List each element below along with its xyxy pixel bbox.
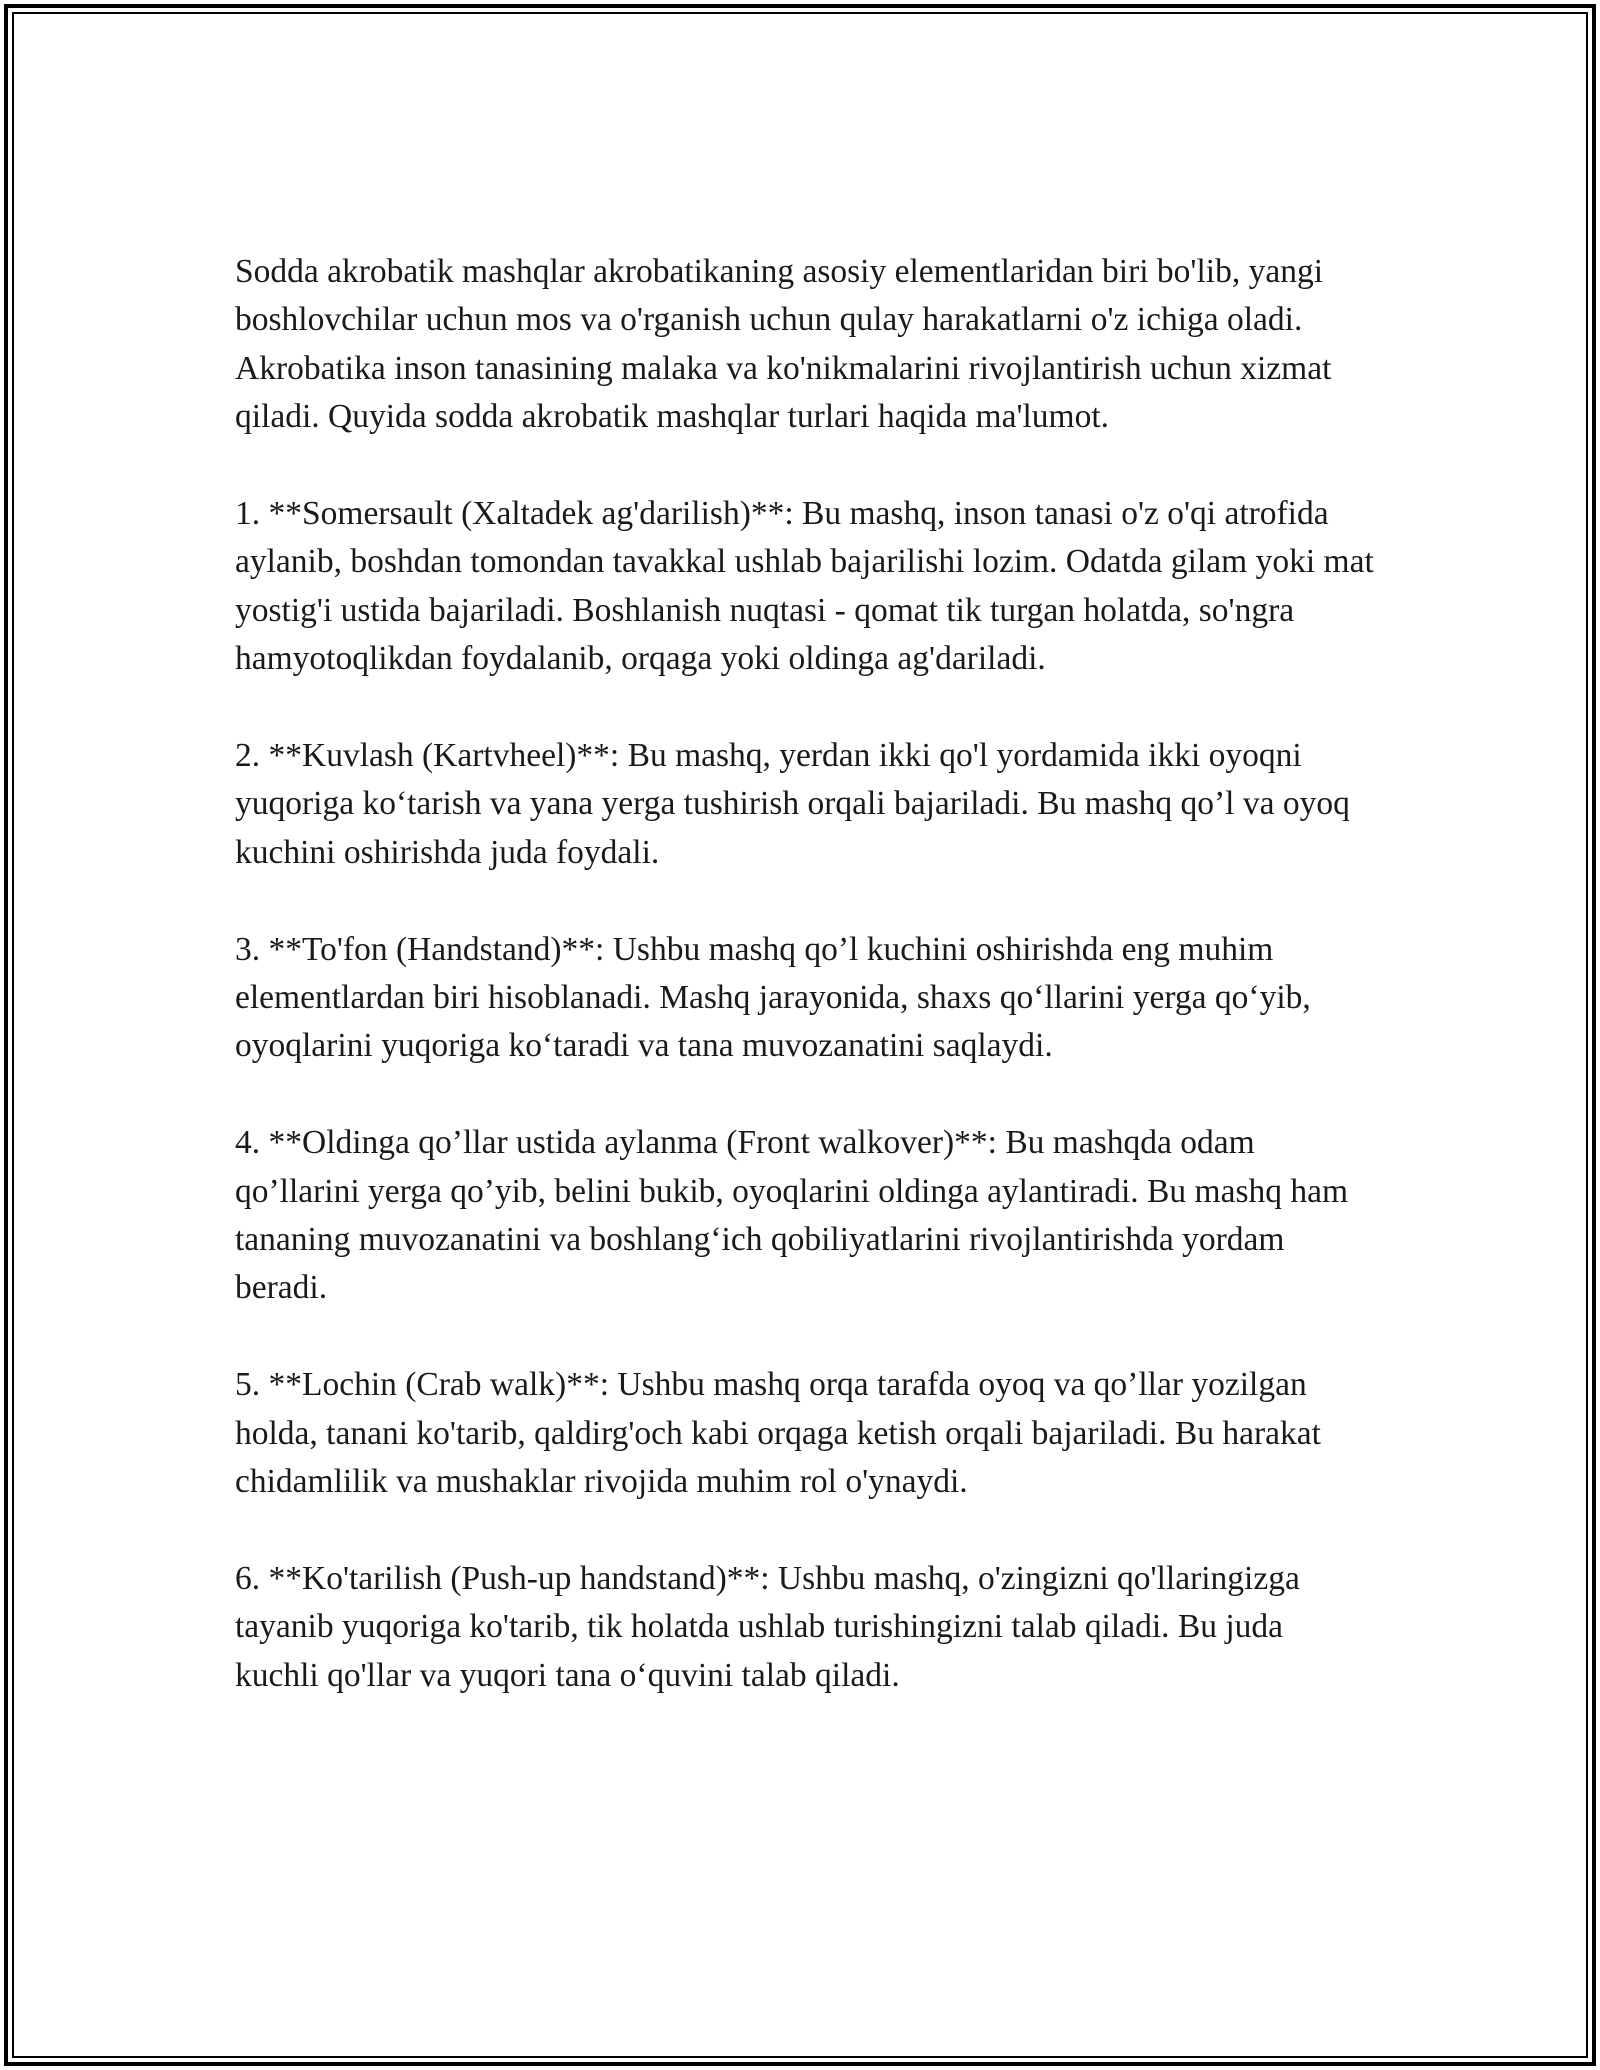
item-crab-walk: 5. **Lochin (Crab walk)**: Ushbu mashq orqa tarafda oyoq va qo’llar yozilgan holda, tanani ko'tarib, qaldirg'och kabi orqaga ketish orqali bajariladi. Bu harakat chidamlilik va mushaklar rivojida muhim rol o'ynaydi.: [235, 1366, 1321, 1501]
item-handstand: 3. **To'fon (Handstand)**: Ushbu mashq qo’l kuchini oshirishda eng muhim elementlardan biri hisoblanadi. Mashq jarayonida, shaxs qo‘llarini yerga qo‘yib, oyoqlarini yuqoriga ko‘taradi va tana muvozanatini saqlaydi.: [235, 930, 1311, 1065]
document-body: [235, 248, 1375, 1700]
item-front-walkover: 4. **Oldinga qo’llar ustida aylanma (Front walkover)**: Bu mashqda odam qo’llarini yerga qo’yib, belini bukib, oyoqlarini oldinga aylantiradi. Bu mashq ham tananing muvozanatini va boshlang‘ich qobiliyatlarini rivojlantirishda yordam beradi.: [235, 1124, 1349, 1307]
intro-paragraph: Sodda akrobatik mashqlar akrobatikaning asosiy elementlaridan biri bo'lib, yangi boshlovchilar uchun mos va o'rganish uchun qulay harakatlarni o'z ichiga oladi. Akrobatika inson tanasining malaka va ko'nikmalarini rivojlantirish uchun xizmat qiladi. Quyida sodda akrobatik mashqlar turlari haqida ma'lumot.: [235, 253, 1332, 436]
item-cartwheel: 2. **Kuvlash (Kartvheel)**: Bu mashq, yerdan ikki qo'l yordamida ikki oyoqni yuqoriga ko‘tarish va yana yerga tushirish orqali bajariladi. Bu mashq qo’l va oyoq kuchini oshirishda juda foydali.: [235, 737, 1350, 871]
item-somersault: 1. **Somersault (Xaltadek ag'darilish)**: Bu mashq, inson tanasi o'z o'qi atrofida aylanib, boshdan tomondan tavakkal ushlab bajarilishi lozim. Odatda gilam yoki mat yostig'i ustida bajariladi. Boshlanish nuqtasi - qomat tik turgan holatda, so'ngra hamyotoqlikdan foydalanib, orqaga yoki oldinga ag'dariladi.: [235, 495, 1374, 678]
item-push-up-handstand: 6. **Ko'tarilish (Push-up handstand)**: Ushbu mashq, o'zingizni qo'llaringizga tayanib yuqoriga ko'tarib, tik holatda ushlab turishingizni talab qiladi. Bu juda kuchli qo'llar va yuqori tana o‘quvini talab qiladi.: [235, 1559, 1300, 1694]
